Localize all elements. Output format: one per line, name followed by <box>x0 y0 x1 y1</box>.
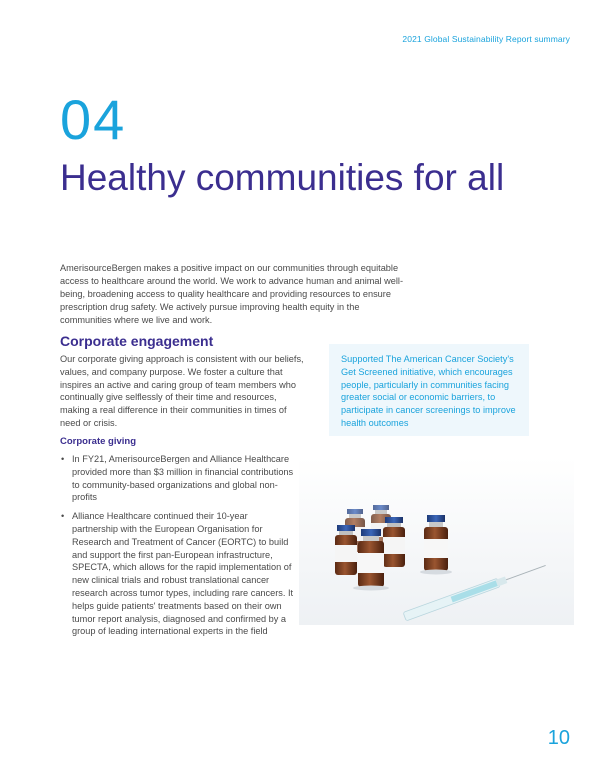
callout-text: Supported The American Cancer Society's Get Screened initiative, which encourages people, particularly in communities facing greater social or economic barriers, to participate in cancer screenings to improve health outcomes <box>341 354 516 428</box>
report-title: 2021 Global Sustainability Report summary <box>402 34 570 44</box>
callout-box <box>329 344 529 436</box>
list-item: • In FY21, AmerisourceBergen and Alliance Healthcare provided more than $3 million in financial contributions to community-based organizations and global non-profits <box>60 453 295 504</box>
intro-paragraph: AmerisourceBergen makes a positive impact on our communities through equitable access to healthcare around the world. We work to advance human and animal well-being, broadening access to quality healthcare and providing resources to ensure prescription drug safety. We actively pursue improving health equity in the communities where we live and work. <box>60 263 404 325</box>
section-title-corporate-engagement: Corporate engagement <box>60 333 214 349</box>
corporate-engagement-text: Our corporate giving approach is consistent with our beliefs, values, and company purpose. We foster a culture that inspires an active and caring group of team members who continually give selflessly of their time and resources, making a real difference in their communities in times of need or crisis. <box>60 354 304 428</box>
vials-syringe-illustration <box>299 457 574 625</box>
corporate-giving-list <box>60 453 295 644</box>
chapter-number: 04 <box>60 88 127 151</box>
subhead-corporate-giving: Corporate giving <box>60 436 137 447</box>
page-number: 10 <box>547 727 570 749</box>
medicine-vials-photo <box>299 457 574 625</box>
chapter-title: Healthy communities for all <box>60 157 505 198</box>
list-item: • Alliance Healthcare continued their 10-year partnership with the European Organisation for Research and Treatment of Cancer (EORTC) to build and support the first pan-European infrastructure, SPECTA, which allows for the rapid implementation of new clinical trials and robust translational cancer research across tumor types, including rare cancers. It helps guide patients' treatments based on their own tumor report analysis, diagnosed and confirmed by a group of leading international experts in the field <box>60 510 295 638</box>
